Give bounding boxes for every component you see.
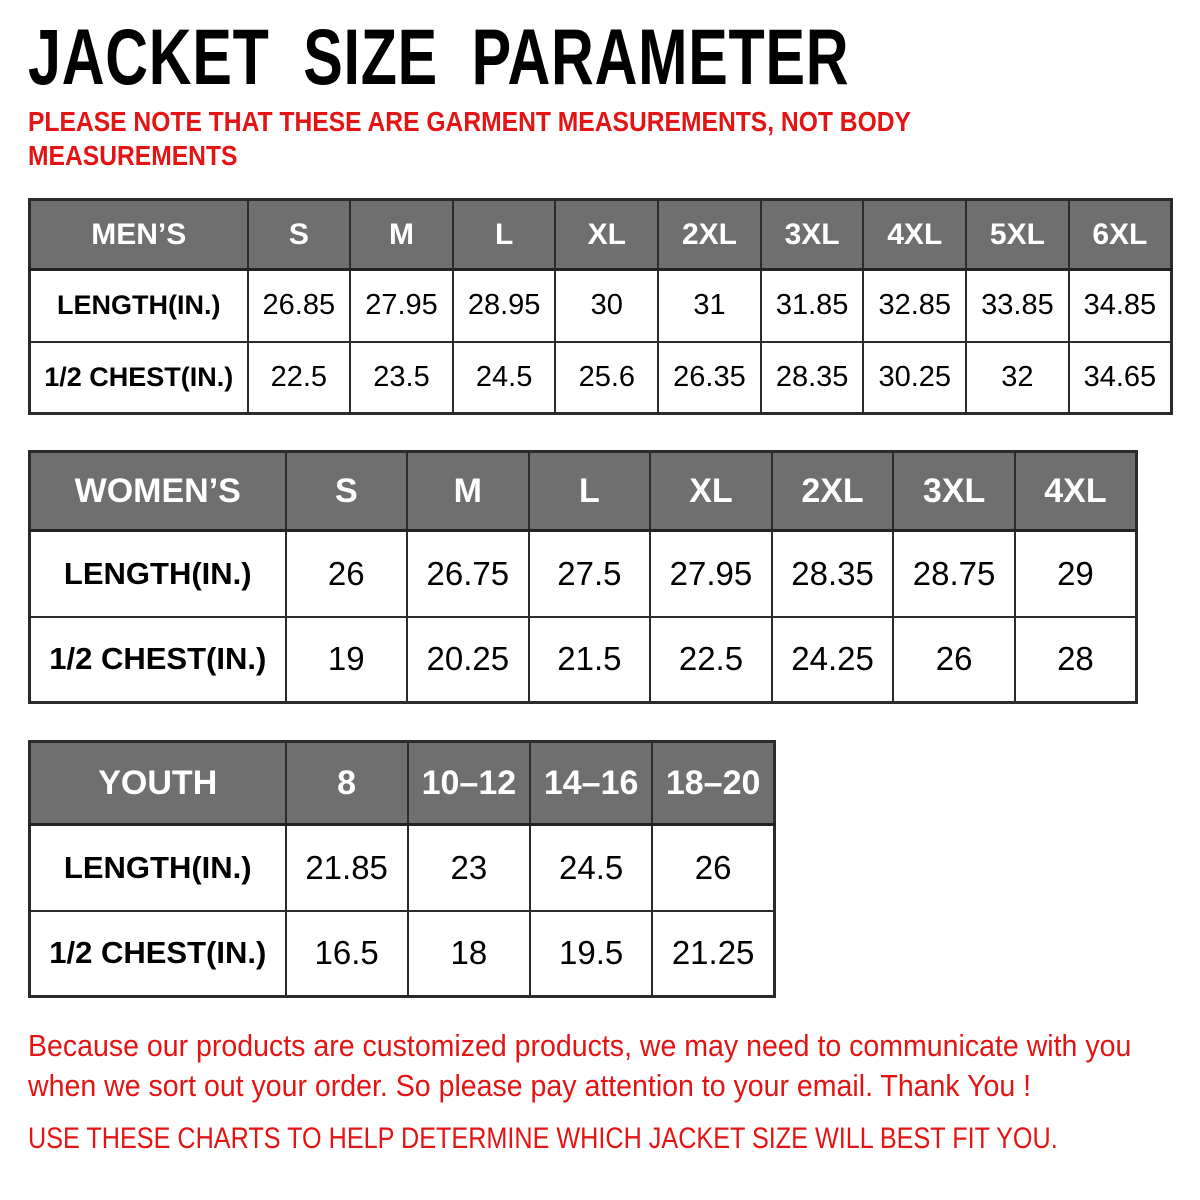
size-label-cell: 3XL [761,200,864,270]
measurement-value-cell: 32.85 [863,270,966,342]
size-label-cell: 10–12 [408,742,530,825]
page-title-text: JACKET SIZE PARAMETER [28,12,850,101]
measurement-value-cell: 25.6 [555,342,658,414]
size-label-cell: 3XL [893,452,1015,531]
measurement-value-cell: 16.5 [286,911,408,997]
measurement-value-cell: 24.25 [772,617,894,703]
size-header-row [30,200,1172,270]
size-label-cell: S [248,200,351,270]
measurement-value-cell: 30.25 [863,342,966,414]
measurement-value-cell: 24.5 [530,825,652,911]
measurement-value-cell: 34.85 [1069,270,1172,342]
measurement-value-cell: 24.5 [453,342,556,414]
size-label-cell: 4XL [1015,452,1137,531]
measurement-name-cell: LENGTH(IN.) [30,825,286,911]
measurement-row [30,531,1137,617]
measurement-value-cell: 33.85 [966,270,1069,342]
measurement-value-cell: 31.85 [761,270,864,342]
measurement-value-cell: 29 [1015,531,1137,617]
measurement-value-cell: 34.65 [1069,342,1172,414]
size-label-cell: 2XL [772,452,894,531]
measurement-name-cell: 1/2 CHEST(IN.) [30,342,248,414]
measurement-value-cell: 26 [286,531,408,617]
measurement-value-cell: 20.25 [407,617,529,703]
size-label-cell: 5XL [966,200,1069,270]
measurement-value-cell: 18 [408,911,530,997]
measurement-name-cell: 1/2 CHEST(IN.) [30,911,286,997]
size-label-cell: 4XL [863,200,966,270]
garment-measurement-note [28,105,1031,173]
mens-size-table [28,198,1173,415]
measurement-value-cell: 19.5 [530,911,652,997]
measurement-value-cell: 26.35 [658,342,761,414]
measurement-value-cell: 28.75 [893,531,1015,617]
measurement-row [30,617,1137,703]
measurement-value-cell: 31 [658,270,761,342]
measurement-value-cell: 26 [893,617,1015,703]
measurement-row [30,270,1172,342]
measurement-value-cell: 23.5 [350,342,453,414]
measurement-value-cell: 30 [555,270,658,342]
size-label-cell: 14–16 [530,742,652,825]
chart-usage-hint [28,1120,1200,1158]
size-label-cell: 2XL [658,200,761,270]
size-label-cell: M [407,452,529,531]
size-label-cell: XL [555,200,658,270]
measurement-value-cell: 21.5 [529,617,651,703]
measurement-value-cell: 26.85 [248,270,351,342]
customization-notice-line-2: when we sort out your order. So please pay attention to your email. Thank You ! [28,1068,1032,1103]
measurement-value-cell: 21.25 [652,911,774,997]
measurement-row [30,911,775,997]
measurement-value-cell: 28.35 [761,342,864,414]
size-label-cell: 18–20 [652,742,774,825]
measurement-name-cell: 1/2 CHEST(IN.) [30,617,286,703]
measurement-value-cell: 28 [1015,617,1137,703]
measurement-value-cell: 22.5 [248,342,351,414]
table-title-cell: YOUTH [30,742,286,825]
measurement-value-cell: 28.35 [772,531,894,617]
measurement-value-cell: 23 [408,825,530,911]
note-line-2: MEASUREMENTS [28,140,238,171]
measurement-value-cell: 27.5 [529,531,651,617]
customization-notice-line-1: Because our products are customized products, we may need to communicate with you [28,1028,1132,1063]
measurement-name-cell: LENGTH(IN.) [30,270,248,342]
table-title-cell: WOMEN’S [30,452,286,531]
customization-notice [28,1026,1200,1106]
size-header-row [30,742,775,825]
youth-size-table [28,740,776,998]
measurement-value-cell: 28.95 [453,270,556,342]
measurement-value-cell: 19 [286,617,408,703]
measurement-value-cell: 27.95 [350,270,453,342]
measurement-row [30,342,1172,414]
size-label-cell: M [350,200,453,270]
measurement-value-cell: 22.5 [650,617,772,703]
size-label-cell: 6XL [1069,200,1172,270]
measurement-value-cell: 26.75 [407,531,529,617]
size-label-cell: 8 [286,742,408,825]
size-label-cell: L [453,200,556,270]
measurement-value-cell: 32 [966,342,1069,414]
measurement-row [30,825,775,911]
measurement-value-cell: 27.95 [650,531,772,617]
table-title-cell: MEN’S [30,200,248,270]
note-line-1: PLEASE NOTE THAT THESE ARE GARMENT MEASUREMENTS, NOT BODY [28,106,911,137]
measurement-value-cell: 21.85 [286,825,408,911]
measurement-value-cell: 26 [652,825,774,911]
size-label-cell: XL [650,452,772,531]
size-label-cell: L [529,452,651,531]
measurement-name-cell: LENGTH(IN.) [30,531,286,617]
size-header-row [30,452,1137,531]
page-title [28,12,1123,101]
size-label-cell: S [286,452,408,531]
womens-size-table [28,450,1138,704]
chart-usage-hint-text: USE THESE CHARTS TO HELP DETERMINE WHICH JACKET SIZE WILL BEST FIT YOU. [28,1122,1058,1155]
